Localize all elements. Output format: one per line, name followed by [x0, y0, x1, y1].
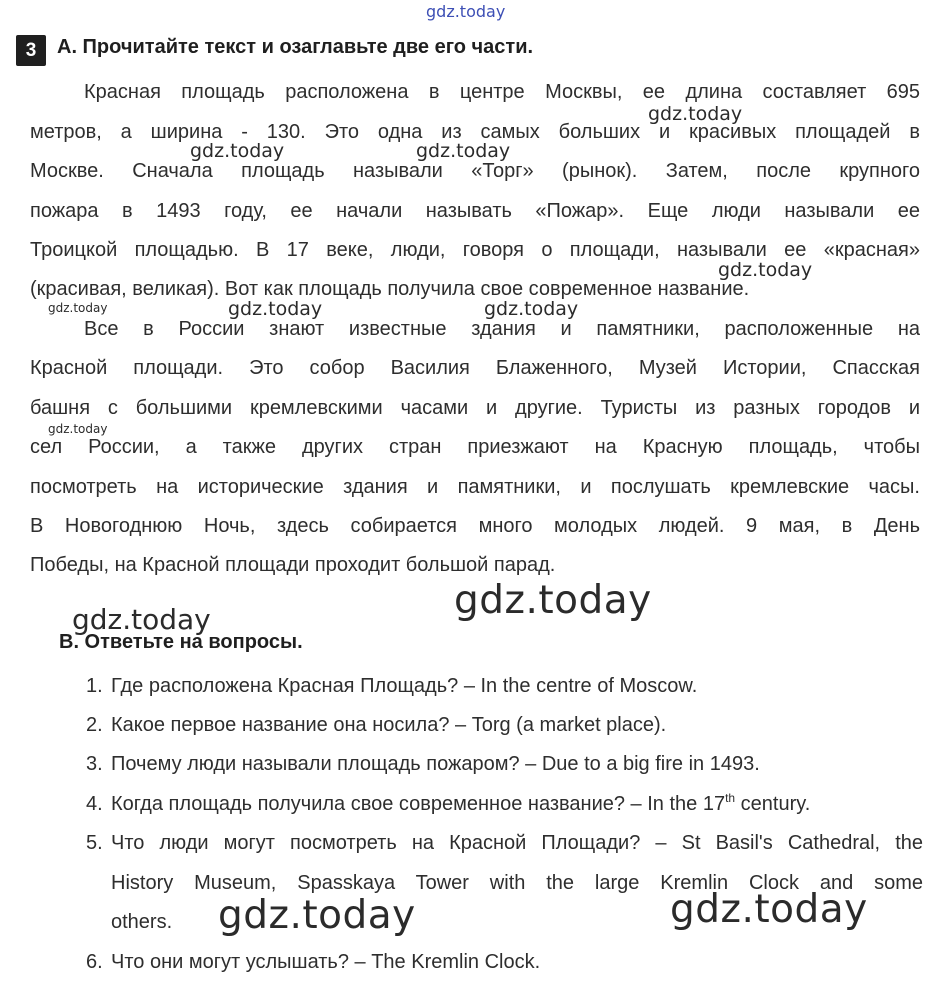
- part-b-heading: В. Ответьте на вопросы.: [59, 631, 303, 653]
- exercise-number-badge: 3: [16, 35, 46, 66]
- question-number: 4.: [86, 793, 103, 815]
- ordinal-suffix: th: [725, 791, 736, 805]
- question-text-part: century.: [735, 793, 811, 815]
- question-number: 2.: [86, 714, 103, 736]
- watermark: gdz.today: [670, 887, 868, 932]
- text-line: Победы, на Красной площади проходит большой парад.: [30, 554, 556, 576]
- question-number: 1.: [86, 675, 103, 697]
- watermark-top: gdz.today: [426, 2, 506, 21]
- watermark: gdz.today: [648, 103, 743, 125]
- watermark: gdz.today: [484, 298, 579, 320]
- text-line: Красной площади. Это собор Василия Блаженного, Музей Истории, Спасская: [30, 357, 920, 379]
- question-text: others.: [111, 911, 173, 933]
- watermark: gdz.today: [718, 259, 813, 281]
- watermark: gdz.today: [72, 603, 211, 636]
- question-number: 6.: [86, 951, 103, 973]
- watermark: gdz.today: [190, 140, 285, 162]
- watermark: gdz.today: [48, 301, 108, 315]
- watermark: gdz.today: [454, 578, 652, 623]
- text-line: Все в России знают известные здания и памятники, расположенные на: [84, 318, 920, 340]
- question-text: Где расположена Красная Площадь? – In the centre of Moscow.: [111, 675, 698, 697]
- text-line: сел России, а также других стран приезжают на Красную площадь, чтобы: [30, 436, 920, 458]
- question-number: 5.: [86, 832, 103, 854]
- text-line: (красивая, великая). Вот как площадь получила свое современное название.: [30, 278, 750, 300]
- watermark: gdz.today: [48, 422, 108, 436]
- question-text: History Museum, Spasskaya Tower with the large Kremlin Clock and some: [111, 872, 923, 894]
- part-a-heading: А. Прочитайте текст и озаглавьте две его части.: [57, 36, 534, 58]
- question-text: Что они могут услышать? – The Kremlin Clock.: [111, 951, 541, 973]
- text-line: Красная площадь расположена в центре Москвы, ее длина составляет 695: [84, 81, 920, 103]
- watermark: gdz.today: [416, 140, 511, 162]
- watermark: gdz.today: [228, 298, 323, 320]
- question-text: Что люди могут посмотреть на Красной Площади? – St Basil's Cathedral, the: [111, 832, 923, 854]
- text-line: Москве. Сначала площадь называли «Торг» (рынок). Затем, после крупного: [30, 160, 920, 182]
- question-text: Какое первое название она носила? – Torg (a market place).: [111, 714, 667, 736]
- text-line: В Новогоднюю Ночь, здесь собирается много молодых людей. 9 мая, в День: [30, 515, 920, 537]
- text-line: метров, а ширина - 130. Это одна из самых больших и красивых площадей в: [30, 121, 920, 143]
- question-text-part: Когда площадь получила свое современное название? – In the 17: [111, 793, 726, 815]
- question-text: [111, 789, 923, 819]
- text-line: башня с большими кремлевскими часами и другие. Туристы из разных городов и: [30, 397, 920, 419]
- text-line: Троицкой площадью. В 17 веке, люди, говоря о площади, называли ее «красная»: [30, 239, 920, 261]
- watermark: gdz.today: [218, 893, 416, 938]
- question-text: Почему люди называли площадь пожаром? – Due to a big fire in 1493.: [111, 753, 760, 775]
- text-line: посмотреть на исторические здания и памятники, и послушать кремлевские часы.: [30, 476, 920, 498]
- question-number: 3.: [86, 753, 103, 775]
- text-line: пожара в 1493 году, ее начали называть «Пожар». Еще люди называли ее: [30, 200, 920, 222]
